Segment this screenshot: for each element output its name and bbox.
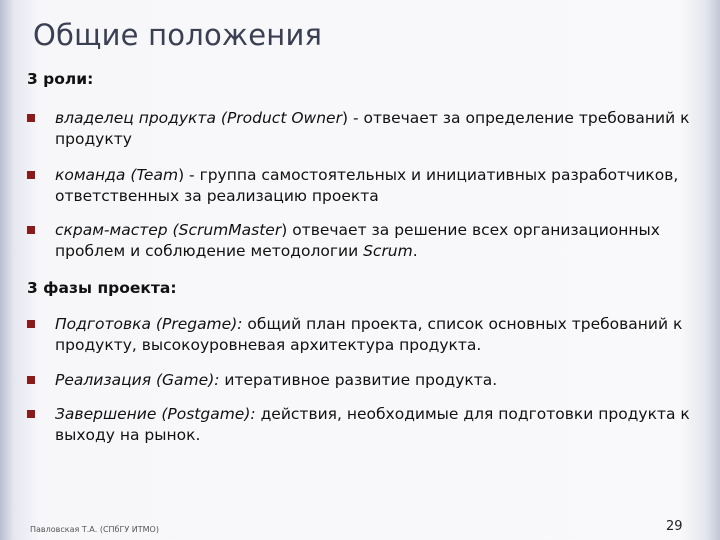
page-number: 29 (666, 519, 683, 534)
bullet-icon (27, 410, 35, 418)
bullet-icon (27, 376, 35, 384)
list-item-text: Реализация (Game): итеративное развитие продукта. (55, 371, 498, 389)
list-item-text: команда (Team) - группа самостоятельных и инициативных разработчиков, ответственных за реализацию проекта (55, 166, 679, 205)
list-item-text: Завершение (Postgame): действия, необходимые для подготовки продукта к выходу на рынок. (55, 405, 690, 444)
phases-heading: 3 фазы проекта: (27, 279, 177, 297)
bullet-icon (27, 226, 35, 234)
list-item-text: Подготовка (Pregame): общий план проекта, список основных требований к продукту, высокоуровневая архитектура продукта. (55, 315, 683, 354)
bullet-icon (27, 114, 35, 122)
roles-heading: 3 роли: (27, 70, 94, 88)
list-item-text: скрам-мастер (ScrumMaster) отвечает за решение всех организационных проблем и соблюдение методологии Scrum. (55, 221, 660, 260)
bullet-icon (27, 320, 35, 328)
footer-author: Павловская Т.А. (СПбГУ ИТМО) (30, 525, 159, 534)
list-item-text: владелец продукта (Product Owner) - отвечает за определение требований к продукту (55, 109, 690, 148)
page-title: Общие положения (33, 18, 323, 52)
bullet-icon (27, 171, 35, 179)
